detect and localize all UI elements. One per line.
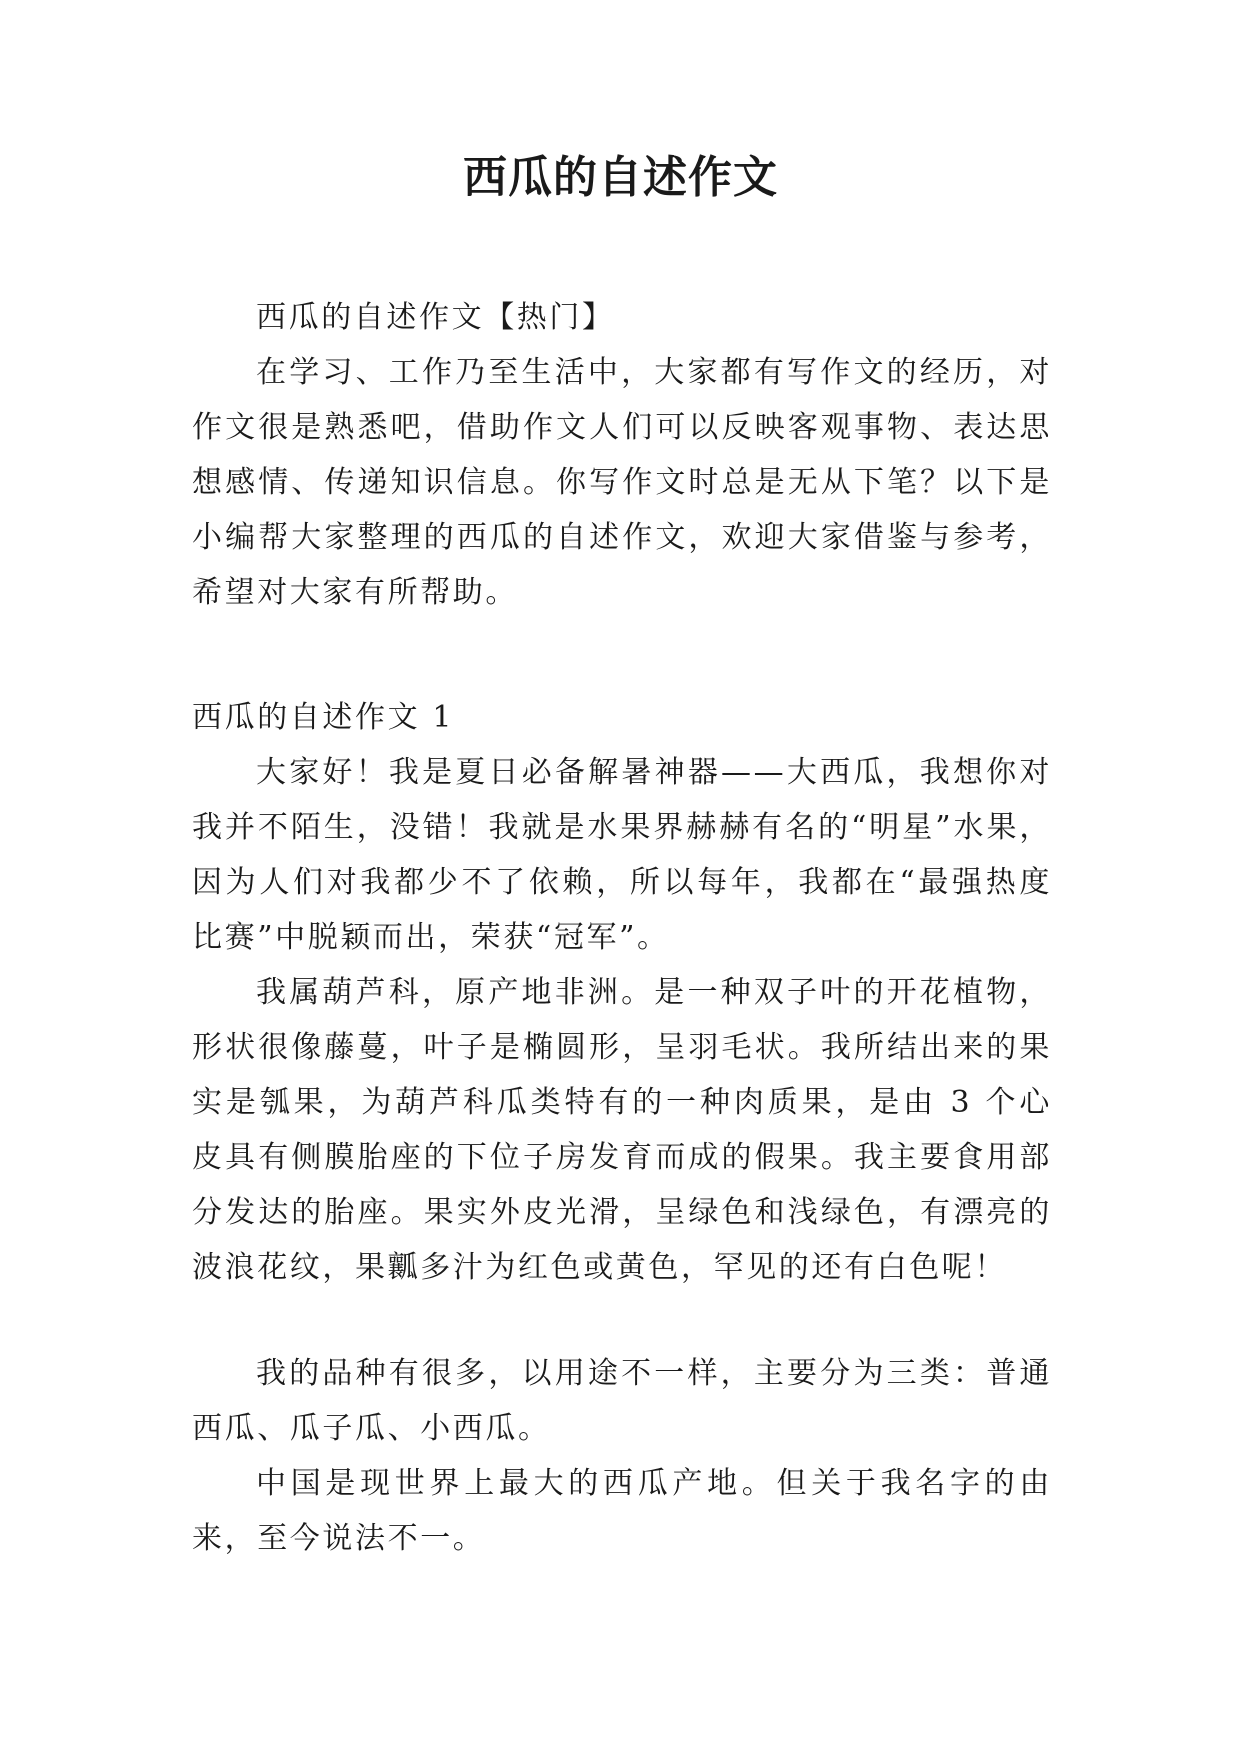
paragraph-1: 大家好！我是夏日必备解暑神器——大西瓜，我想你对我并不陌生，没错！我就是水果界赫赫有名的“明星”水果，因为人们对我都少不了依赖，所以每年，我都在“最强热度比赛”中脱颖而出，荣获“冠军”。 bbox=[192, 755, 1052, 955]
document-title: 西瓜的自述作文 bbox=[463, 152, 778, 203]
section-heading: 西瓜的自述作文 1 bbox=[192, 700, 455, 735]
paragraph-4: 中国是现世界上最大的西瓜产地。但关于我名字的由来，至今说法不一。 bbox=[192, 1466, 1052, 1556]
intro-paragraph: 在学习、工作乃至生活中，大家都有写作文的经历，对作文很是熟悉吧，借助作文人们可以反映客观事物、表达思想感情、传递知识信息。你写作文时总是无从下笔？以下是小编帮大家整理的西瓜的自述作文，欢迎大家借鉴与参考，希望对大家有所帮助。 bbox=[192, 355, 1052, 610]
paragraph-2: 我属葫芦科，原产地非洲。是一种双子叶的开花植物，形状很像藤蔓，叶子是椭圆形，呈羽毛状。我所结出来的果实是瓠果，为葫芦科瓜类特有的一种肉质果，是由 3 个心皮具有侧膜胎座的下位子房发育而成的假果。我主要食用部分发达的胎座。果实外皮光滑，呈绿色和浅绿色，有漂亮的波浪花纹，果瓤多汁为红色或黄色，罕见的还有白色呢！ bbox=[192, 975, 1052, 1285]
intro-heading: 西瓜的自述作文【热门】 bbox=[256, 300, 615, 335]
paragraph-3: 我的品种有很多，以用途不一样，主要分为三类：普通西瓜、瓜子瓜、小西瓜。 bbox=[192, 1356, 1052, 1446]
